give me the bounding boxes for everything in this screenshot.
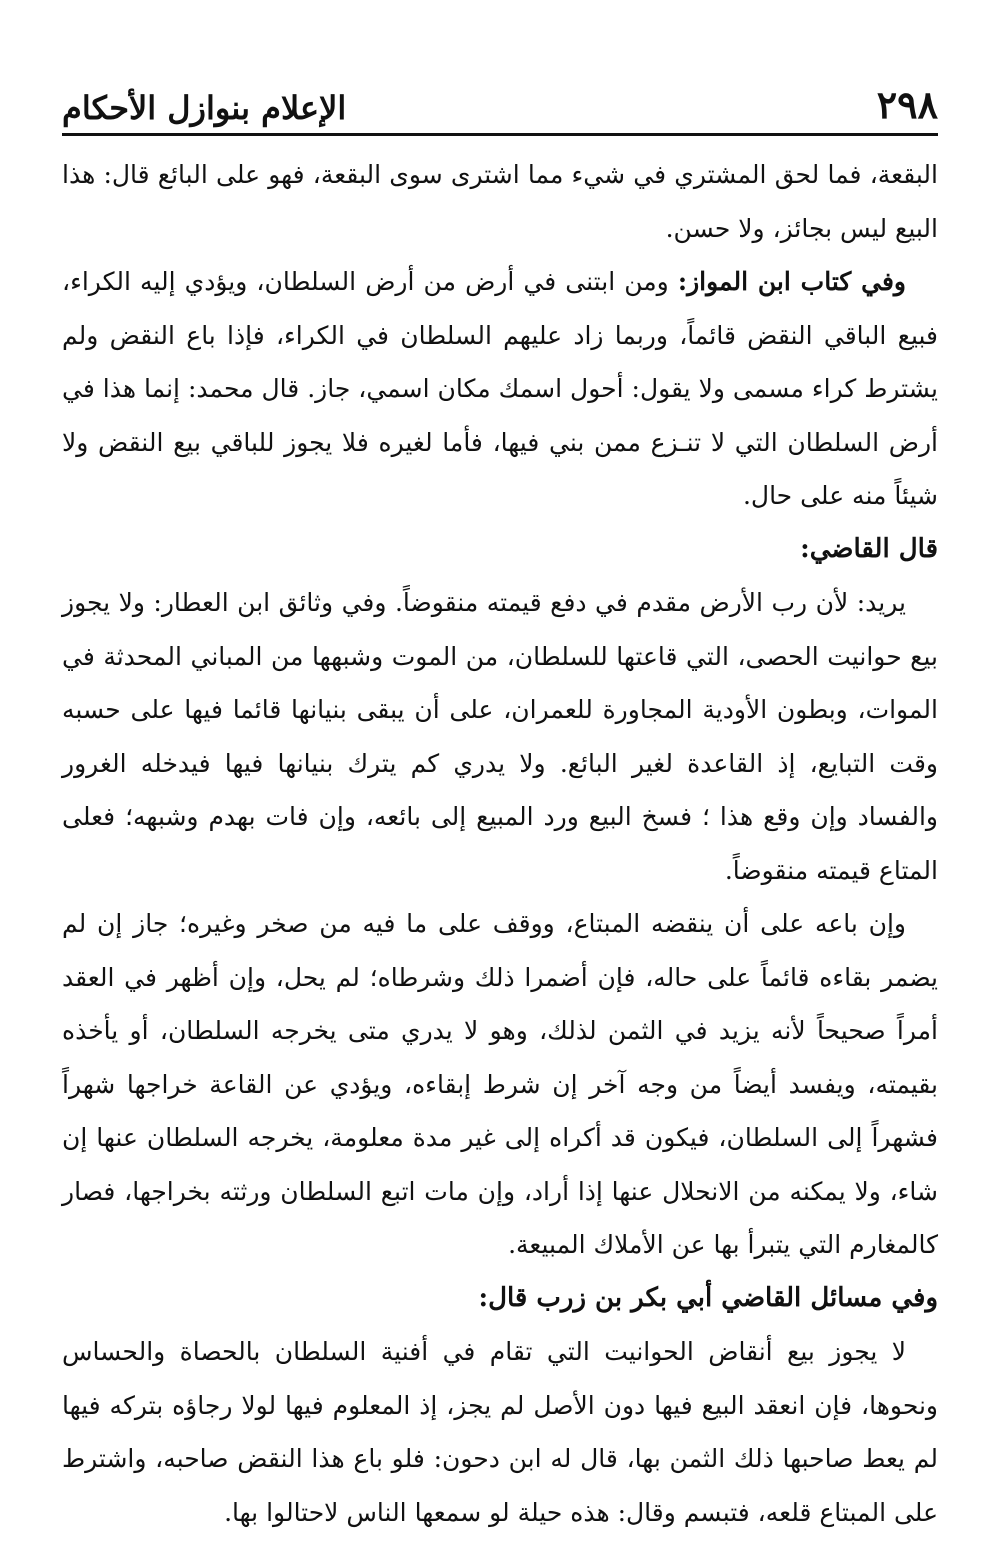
paragraph-2-text: ومن ابتنى في أرض من أرض السلطان، ويؤدي إليه الكراء، فبيع الباقي النقض قائماً، وربما زاد عليهم السلطان في الكراء، فإذا باع النقض ولم يشترط كراء مسمى ولا يقول: أحول اسمك مكان اسمي، جاز. قال محمد: إنما هذا في أرض السلطان التي لا تنـزع ممن بني فيها، فأما لغيره فلا يجوز للباقي بيع النقض ولا شيئاً منه على حال. [62, 267, 938, 510]
section-heading-1: قال القاضي: [800, 533, 938, 564]
paragraph-2-lead: وفي كتاب ابن المواز: [677, 267, 906, 296]
page-header [62, 78, 938, 136]
section-heading-2: وفي مسائل القاضي أبي بكر بن زرب قال: [478, 1282, 938, 1313]
page-body [62, 148, 938, 1539]
paragraph-3: يريد: لأن رب الأرض مقدم في دفع قيمته منقوضاً. وفي وثائق ابن العطار: ولا يجوز بيع حوانيت الحصى، التي قاعتها للسلطان، من الموت وشبهها من المباني المحدثة في الموات، وبطون الأودية المجاورة للعمران، على أن يبقى بنيانها قائما فيها على حسبه وقت التبايع، إذ القاعدة لغير البائع. ولا يدري كم يترك بنيانها فيها فيدخله الغرور والفساد وإن وقع هذا ؛ فسخ البيع ورد المبيع إلى بائعه، وإن فات بهدم وشبهه؛ فعلى المتاع قيمته منقوضاً. [62, 588, 938, 885]
paragraph-4: وإن باعه على أن ينقضه المبتاع، ووقف على ما فيه من صخر وغيره؛ جاز إن لم يضمر بقاءه قائماً على حاله، فإن أضمرا ذلك وشرطاه؛ لم يحل، وإن أظهر في العقد أمراً صحيحاً لأنه يزيد في الثمن لذلك، وهو لا يدري متى يخرجه السلطان، أو يأخذه بقيمته، ويفسد أيضاً من وجه آخر إن شرط إبقاءه، ويؤدي عن القاعة خراجها شهراً فشهراً إلى السلطان، فيكون قد أكراه إلى غير مدة معلومة، يخرجه السلطان عنها إن شاء، ولا يمكنه من الانحلال عنها إذا أراد، وإن مات اتبع السلطان ورثته بخراجها، فصار كالمغارم التي يتبرأ بها عن الأملاك المبيعة. [62, 909, 938, 1259]
page-number: ٢٩٨ [876, 82, 938, 127]
book-title: الإعلام بنوازل الأحكام [62, 89, 347, 127]
paragraph-5: لا يجوز بيع أنقاض الحوانيت التي تقام في أفنية السلطان بالحصاة والحساس ونحوها، فإن انعقد البيع فيها دون الأصل لم يجز، إذ المعلوم فيها لولا رجاؤه بتركه فيها لم يعط صاحبها ذلك الثمن بها، قال له ابن دحون: فلو باع هذا النقض صاحبه، واشترط على المبتاع قلعه، فتبسم وقال: هذه حيلة لو سمعها الناس لاحتالوا بها. [62, 1337, 938, 1527]
paragraph-2 [62, 255, 938, 523]
paragraph-1: البقعة، فما لحق المشتري في شيء مما اشترى سوى البقعة، فهو على البائع قال: هذا البيع ليس بجائز، ولا حسن. [62, 160, 938, 243]
